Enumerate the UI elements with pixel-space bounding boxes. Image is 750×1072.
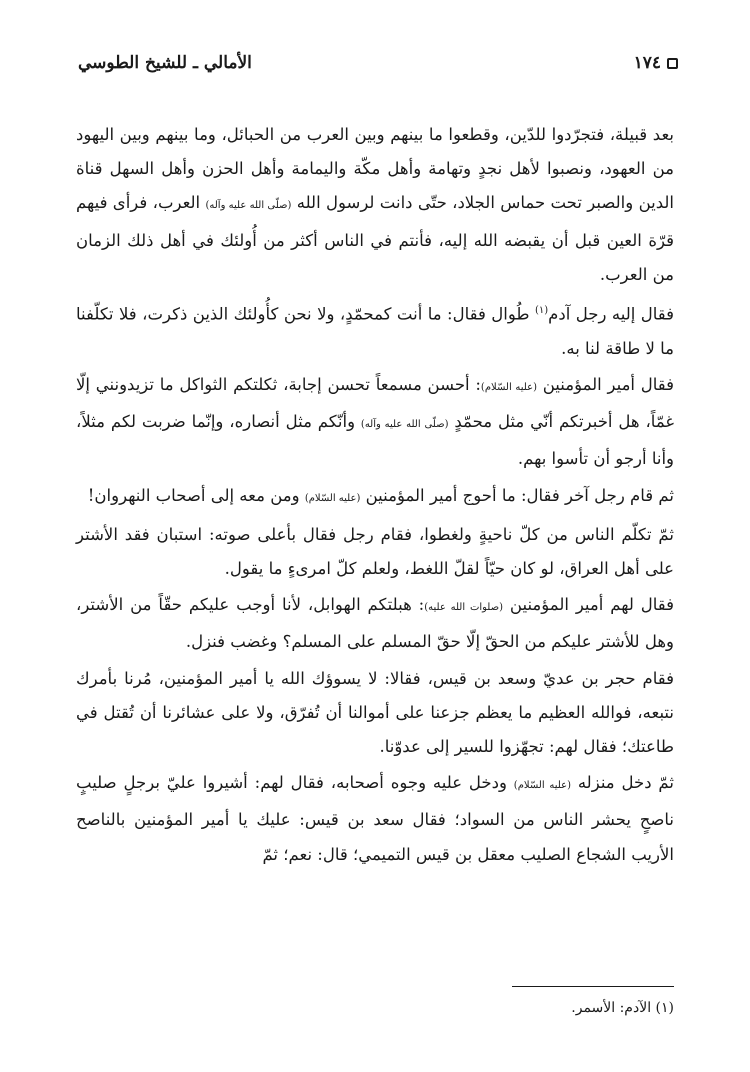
paragraph-text: وأنّكم مثل أنصاره، وإنّما ضربت لكم مثلاً، وأنا أرجو أن تأسوا بهم. xyxy=(76,412,674,469)
paragraph-text: ثمّ تكلّم الناس من كلّ ناحيةٍ ولغطوا، فقام رجل فقال بأعلى صوته: استبان فقد الأشتر على أهل العراق، لو كان حيّاً لقلّ اللغط، ولعلم كلّ امرىءٍ ما يقول. xyxy=(76,524,674,578)
paragraph xyxy=(76,518,674,586)
paragraph-text: فقال أمير المؤمنين xyxy=(536,374,674,394)
honorific: (صلوات الله عليه) xyxy=(424,602,504,614)
paragraph-text: ثم قام رجل آخر فقال: ما أحوج أمير المؤمنين xyxy=(360,485,674,505)
honorific: (عليه السّلام) xyxy=(480,381,537,393)
paragraph-text: ثمّ دخل منزله xyxy=(570,773,674,793)
square-marker-icon xyxy=(667,58,678,69)
paragraph-text: ودخل عليه وجوه أصحابه، فقال لهم: أشيروا عليّ برجلٍ صليبٍ ناصحٍ يحشر الناس من السواد؛ فقال سعد بن قيس: عليك يا أمير المؤمنين بالناصح الأريب الشجاع الصليب معقل بن قيس التميمي؛ قال: نعم؛ ثمّ xyxy=(76,773,674,864)
honorific: (صلّى الله عليه وآله) xyxy=(205,200,292,212)
running-title: الأمالي ـ للشيخ الطوسي xyxy=(78,53,252,73)
paragraph-text: بعد قبيلة، فتجرّدوا للدّين، وقطعوا ما بينهم وبين العرب من الحبائل، وما بينهم وبين اليهود من العهود، ونصبوا لأهل نجدٍ وتهامة وأهل مكّة واليمامة وأهل الحزن وأهل السهل قناة الدين والصبر تحت حماس الجلاد، حتّى دانت لرسول الله xyxy=(76,125,674,213)
main-text xyxy=(76,118,674,874)
paragraph-text: : هبلتكم الهوابل، لأنا أوجب عليكم حقّاً من الأشتر، وهل للأشتر عليكم من الحقّ إلّا حقّ المسلم على المسلم؟ وغضب فنزل. xyxy=(76,595,674,652)
paragraph-text: فقال إليه رجل آدم xyxy=(548,304,675,324)
footnote-divider xyxy=(512,986,674,987)
paragraph-text: طُوال فقال: ما أنت كمحمّدٍ، ولا نحن كأُولئك الذين ذكرت، فلا تكلّفنا ما لا طاقة لنا به. xyxy=(76,304,674,358)
paragraph xyxy=(76,662,674,765)
honorific: (عليه السّلام) xyxy=(513,780,571,792)
page-header xyxy=(78,48,678,78)
paragraph-text: : أحسن مسمعاً تحسن إجابة، ثكلتكم الثواكل ما تزيدونني إلّا غمّاً، هل أخبرتكم أنّي مثل محمّدٍ xyxy=(76,374,674,432)
paragraph xyxy=(76,479,674,516)
paragraph xyxy=(76,588,674,659)
footnote-ref: (١) xyxy=(534,305,549,317)
paragraph-text: فقال لهم أمير المؤمنين xyxy=(503,595,674,615)
honorific: (عليه السّلام) xyxy=(304,492,361,504)
honorific: (صلّى الله عليه وآله) xyxy=(360,419,449,431)
paragraph-text: فقام حجر بن عديّ وسعد بن قيس، فقالا: لا يسوؤك الله يا أمير المؤمنين، مُرنا بأمرك نتبعه، فوالله العظيم ما يعظم جزعنا على أموالنا أن تُفرّق، ولا على عشائرنا أن تُقتل في طاعتك؛ فقال لهم: تجهّزوا للسير إلى عدوّنا. xyxy=(76,668,674,756)
page-number: ١٧٤ xyxy=(633,53,661,73)
paragraph-text: ومن معه إلى أصحاب النهروان! xyxy=(87,485,305,505)
paragraph xyxy=(76,368,674,477)
paragraph xyxy=(76,118,674,292)
paragraph xyxy=(76,294,674,366)
footnote: (١) الآدم: الأسمر. xyxy=(571,1000,674,1016)
page-number-block xyxy=(634,53,678,73)
paragraph xyxy=(76,766,674,872)
paragraph-text: العرب، فرأى فيهم قرّة العين قبل أن يقبضه الله إليه، فأنتم في الناس أكثر من أُولئك في أهل ذلك الزمان من العرب. xyxy=(76,193,674,284)
